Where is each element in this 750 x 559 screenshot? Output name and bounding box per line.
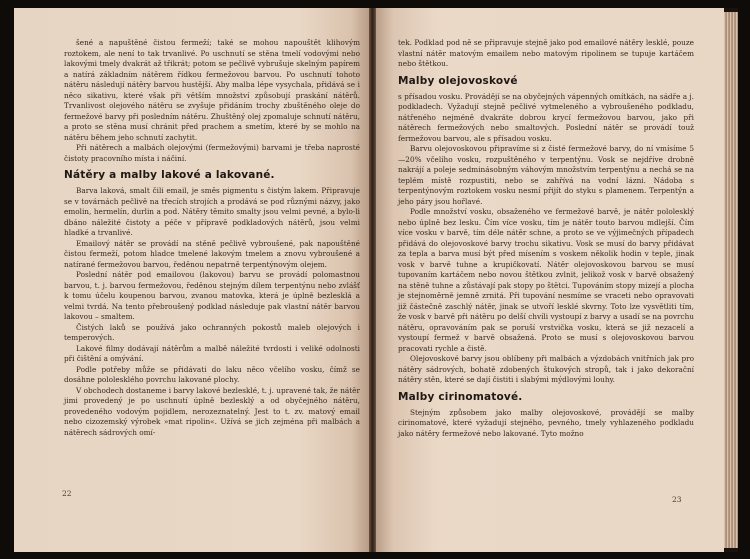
paragraph: Podle potřeby může se přidávati do laku něco včelího vosku, čímž se dosáhne pololesklého povrchu lakované plochy.	[64, 364, 360, 384]
paragraph: V obchodech dostaneme i barvy lakové bezlesklé, t. j. upravené tak, že nátěr jimi provedený je po uschnutí úplně bezlesklý a od obyčejného nátěru, provedeného vodovým pojidlem, nerozeznatelný. Jest to t. zv. matový email nebo cizozemský výrobek »mat ripolin«. Užívá se jich zejména při malbách a nátěrech sádrových omí-	[64, 385, 360, 437]
paragraph: Barvu olejovoskovou připravíme si z čisté fermežové barvy, do ní vmísíme 5—20% včelího vosku, rozpuštěného v terpentýnu. Vosk se nejdříve drobně nakrájí a poleje sedminásobným váhovým množstvím terpentýnu a nechá se na teplém místě rozpustiti, nebo se zahřívá na vodní lázni. Nádoba s terpentýnovým roztokem vosku nesmí přijít do styku s plamenem. Terpentýn a jeho páry jsou hořlavé.	[398, 144, 694, 206]
right-page-text	[398, 38, 694, 439]
paragraph: Emailový nátěr se provádí na stěně pečlivě vybroušené, pak napouštěné čistou fermeží, potom hladce tmelené lakovým tmelem a znovu vybroušené a natírané fermežovou barvou, ředěnou nepatrně terpentýnovým olejem.	[64, 238, 360, 269]
paragraph: tek. Podklad pod ně se připravuje stejně jako pod emailové nátěry lesklé, pouze vlastní nátěr matovým emailem nebo matovým ripolinem se tupuje kartáčem nebo štětkou.	[398, 38, 694, 68]
section-heading: Nátěry a malby lakové a lakované.	[64, 169, 275, 181]
paragraph: Poslední nátěr pod emailovou (lakovou) barvu se provádí polomastnou barvou, t. j. barvou fermežovou, ředěnou stejným dílem terpentýnu nebo zvlášť k tomu účelu koupenou barvou, zvanou matovka, která je úplně bezlesklá a velmi tvrdá. Na tento přebroušený podklad následuje pak vlastní nátěr barvou lakovou – smaltem.	[64, 270, 360, 321]
page-edges	[724, 12, 738, 548]
page-number-right: 23	[672, 495, 682, 504]
section-heading: Malby olejovoskové	[398, 74, 518, 87]
paragraph: Při nátěrech a malbách olejovými (fermežovými) barvami je třeba naprosté čistoty pracovního místa i náčiní.	[64, 143, 360, 163]
paragraph: Podle množství vosku, obsaženého ve fermežové barvě, je nátěr pololesklý nebo úplně bez lesku. Čím více vosku, tím je nátěr touto barvou mdlejší. Čím více vosku v barvě, tím déle nátěr schne, a proto se ve výjimečných případech přidává do olejovoskové barvy trochu sikativu. Vosk se musí do barvy přidávat za tepla a barva musí být před mísením s voskem několik hodin v teple, jinak vosk v barvě tuhne a krupičkovatí. Nátěr olejovoskovou barvou se musí tupovaním kartáčem nebo novou štětkou zvlnit, jelikož vosk v barvě obsažený na stěně tuhne a zůstávají pak stopy po štětci. Tupováním stopy mizejí a plocha je stejnoměrně jemně zrnitá. Při tupování nesmíme se vraceti nebo opravovati již částečně zaschlý nátěr, jinak se utvoří lesklé skvrny. Toto lze vysvětliti tím, že vosk v barvě při nátěru po delší chvíli vystoupí z barvy a usadí se na povrchu nátěru, opravováním pak se poruší vrstvička vosku, která se již nezacelí a vystoupí fermež v barvě obsažená. Proto se musí s olejovoskovou barvou pracovati rychle a čistě.	[398, 207, 694, 353]
book-spread	[14, 8, 738, 552]
section-heading: Malby cirinomatové.	[398, 390, 523, 403]
paragraph: Lakové filmy dodávají nátěrům a malbě náležité tvrdosti i veliké odolnosti při čištění a omývání.	[64, 343, 360, 363]
paragraph: Barva laková, smalt čili email, je směs pigmentu s čistým lakem. Připravuje se v továrnách pečlivě na třecích strojích a prodává se pod různými názvy, jako emolin, hermelín, durlin a pod. Nátěry těmito smalty jsou velmi pevné, a bylo-li dbáno náležité čistoty a péče v přípravě podkladových nátěrů, jsou velmi hladké a trvanlivé.	[64, 186, 360, 237]
paragraph: s přísadou vosku. Provádějí se na obyčejných vápenných omítkách, na sádře a j. podkladech. Vyžadují stejně pečlivé vytmeleného a vybroušeného podkladu, nátřeného nejméně dvakráte dobrou krycí fermežovou barvou, jako při nátěrech fermežových nebo smaltových. Poslední nátěr se provádí touž fermežovou barvou, ale s přísadou vosku.	[398, 91, 694, 143]
paragraph: Stejným způsobem jako malby olejovoskové, provádějí se malby cirinomatové, které vyžadují stejného, pevného, tmely vyhlazeného podkladu jako nátěry fermežové nebo lakované. Tyto možno	[398, 407, 694, 438]
paragraph: šené a napuštěné čistou fermeží; také se mohou napouštět klihovým roztokem, ale není to tak trvanlivé. Po uschnutí se stěna tmelí vodovými nebo lakovými tmely dvakrát až třikrát; potom se pečlivě vybrušuje skelným papírem a natírá základním nátěrem řídkou fermežovou barvou. Po uschnutí tohoto nátěru následují nátěry barvou hustější. Aby malba lépe vysychala, přidává se i něco sikativu, které však při větším množství způsobují praskání nátěrů. Trvanlivost olejového nátěru se zvyšuje přidáním trochy zbuštěného oleje do fermežové barvy při posledním nátěru. Zhuštěný olej zpomaluje schnutí nátěru, a proto se stěna musí chránit před prachem a smetím, které by se mohlo na nátěru během jeho schnutí zachytit.	[64, 38, 360, 142]
left-page-text	[64, 38, 360, 438]
paragraph: Čistých laků se používá jako ochranných pokostů maleb olejových i temperových.	[64, 322, 360, 342]
left-page	[14, 8, 369, 552]
page-number-left: 22	[62, 489, 72, 498]
book-gutter	[369, 8, 376, 552]
right-page	[376, 8, 724, 552]
paragraph: Olejovoskové barvy jsou oblíbeny při malbách a výzdobách vnitřních jak pro nátěry sádrových, bohatě zdobených štukových stropů, tak i jako dekorační nátěry stěn, které se dají čistiti i slabými mýdlovými louhy.	[398, 354, 694, 384]
